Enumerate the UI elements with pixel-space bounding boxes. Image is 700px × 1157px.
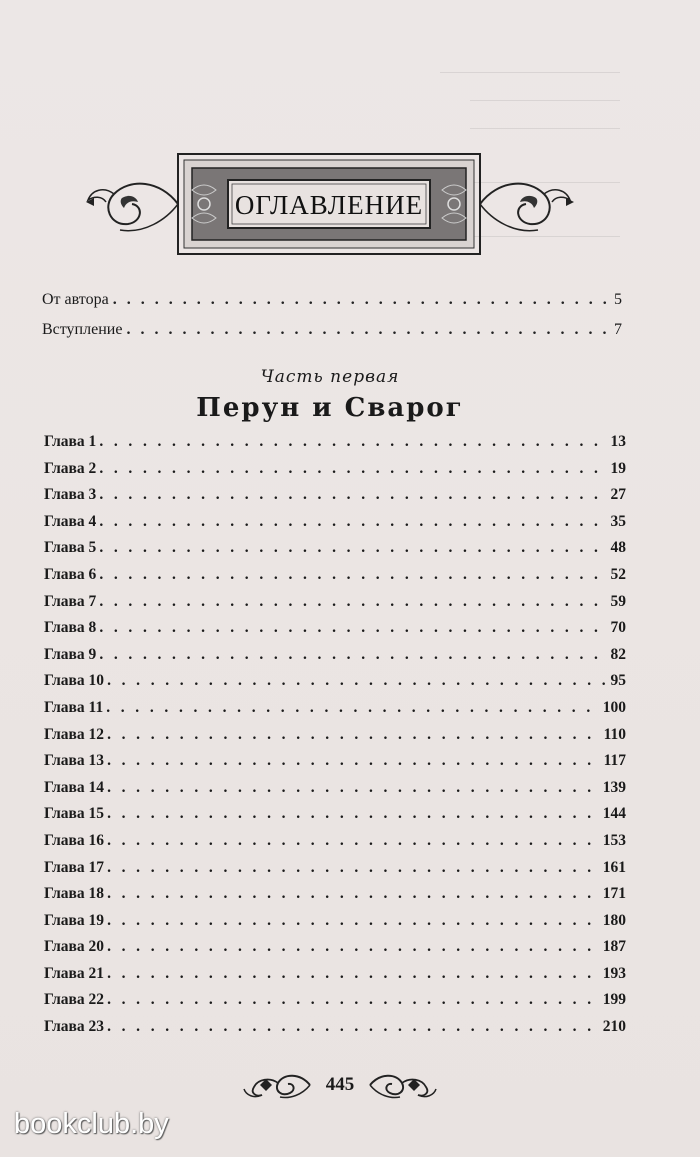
entry-label: От автора bbox=[42, 291, 109, 308]
chapter-label: Глава 18 bbox=[44, 885, 105, 903]
chapter-label: Глава 23 bbox=[44, 1018, 105, 1036]
chapter-label: Глава 20 bbox=[44, 938, 105, 956]
chapter-label: Глава 4 bbox=[44, 512, 97, 530]
chapter-label: Глава 10 bbox=[44, 672, 105, 690]
chapter-page-number: 70 bbox=[610, 619, 626, 637]
chapter-label: Глава 14 bbox=[44, 778, 105, 796]
chapter-page-number: 117 bbox=[603, 752, 626, 770]
dot-leader bbox=[99, 433, 607, 451]
dot-leader bbox=[107, 805, 600, 823]
dot-leader bbox=[107, 672, 607, 690]
chapter-label: Глава 13 bbox=[44, 752, 105, 770]
chapter-entry[interactable] bbox=[44, 832, 626, 859]
dot-leader bbox=[99, 539, 607, 557]
chapter-page-number: 52 bbox=[610, 565, 626, 583]
chapter-entry[interactable] bbox=[44, 672, 626, 699]
chapter-entry[interactable] bbox=[44, 938, 626, 965]
chapter-entry[interactable] bbox=[44, 912, 626, 939]
dot-leader bbox=[126, 320, 610, 340]
chapter-entry[interactable] bbox=[44, 460, 626, 487]
chapter-page-number: 187 bbox=[602, 938, 626, 956]
dot-leader bbox=[107, 912, 600, 930]
chapter-page-number: 180 bbox=[602, 911, 626, 929]
chapter-entry[interactable] bbox=[44, 539, 626, 566]
chapter-entry[interactable] bbox=[44, 646, 626, 673]
watermark-logo: bookclub.by bbox=[14, 1108, 169, 1140]
dot-leader bbox=[99, 513, 607, 531]
dot-leader bbox=[99, 486, 607, 504]
chapter-label: Глава 15 bbox=[44, 805, 105, 823]
dot-leader bbox=[107, 779, 600, 797]
chapter-label: Глава 9 bbox=[44, 645, 97, 663]
toc-entry-introduction[interactable] bbox=[42, 320, 622, 340]
chapter-page-number: 59 bbox=[610, 592, 626, 610]
chapter-entry[interactable] bbox=[44, 699, 626, 726]
chapter-label: Глава 16 bbox=[44, 831, 105, 849]
entry-page-number: 5 bbox=[614, 291, 622, 308]
chapter-page-number: 48 bbox=[610, 539, 626, 557]
entry-page-number: 7 bbox=[614, 321, 622, 338]
chapter-entry[interactable] bbox=[44, 433, 626, 460]
chapter-entry[interactable] bbox=[44, 885, 626, 912]
chapter-page-number: 199 bbox=[602, 991, 626, 1009]
part-subtitle: Часть первая bbox=[260, 367, 400, 387]
toc-entry-author-note[interactable] bbox=[42, 290, 622, 310]
chapter-page-number: 100 bbox=[602, 698, 626, 716]
chapter-page-number: 13 bbox=[610, 433, 626, 450]
chapter-label: Глава 21 bbox=[44, 964, 105, 982]
toc-title: ОГЛАВЛЕНИЕ bbox=[234, 189, 424, 220]
dot-leader bbox=[106, 699, 600, 717]
chapter-entry[interactable] bbox=[44, 1018, 626, 1045]
chapter-label: Глава 19 bbox=[44, 911, 105, 929]
chapter-label: Глава 17 bbox=[44, 858, 105, 876]
dot-leader bbox=[107, 752, 601, 770]
chapter-page-number: 35 bbox=[610, 512, 626, 530]
chapter-entry[interactable] bbox=[44, 619, 626, 646]
chapter-label: Глава 8 bbox=[44, 619, 97, 637]
chapter-page-number: 139 bbox=[602, 778, 626, 796]
chapter-label: Глава 6 bbox=[44, 565, 97, 583]
chapter-label: Глава 7 bbox=[44, 592, 97, 610]
chapter-entry[interactable] bbox=[44, 593, 626, 620]
chapter-page-number: 82 bbox=[610, 645, 626, 663]
dot-leader bbox=[107, 832, 600, 850]
chapter-page-number: 95 bbox=[610, 672, 626, 690]
chapter-page-number: 27 bbox=[610, 486, 626, 504]
chapter-entry[interactable] bbox=[44, 805, 626, 832]
chapter-page-number: 161 bbox=[602, 858, 626, 876]
chapter-entry[interactable] bbox=[44, 566, 626, 593]
chapter-label: Глава 5 bbox=[44, 539, 97, 557]
chapter-label: Глава 3 bbox=[44, 486, 97, 504]
dot-leader bbox=[99, 460, 607, 478]
dot-leader bbox=[99, 619, 607, 637]
chapter-page-number: 19 bbox=[610, 459, 626, 477]
chapter-list bbox=[44, 433, 626, 1045]
dot-leader bbox=[107, 859, 600, 877]
chapter-entry[interactable] bbox=[44, 965, 626, 992]
chapter-page-number: 193 bbox=[602, 964, 626, 982]
dot-leader bbox=[99, 566, 607, 584]
chapter-label: Глава 2 bbox=[44, 459, 97, 477]
chapter-label: Глава 11 bbox=[44, 698, 104, 716]
chapter-entry[interactable] bbox=[44, 752, 626, 779]
dot-leader bbox=[107, 965, 600, 983]
chapter-entry[interactable] bbox=[44, 991, 626, 1018]
dot-leader bbox=[107, 938, 600, 956]
chapter-entry[interactable] bbox=[44, 513, 626, 540]
chapter-entry[interactable] bbox=[44, 779, 626, 806]
chapter-page-number: 144 bbox=[602, 805, 626, 823]
entry-label: Вступление bbox=[42, 321, 123, 338]
dot-leader bbox=[99, 593, 607, 611]
chapter-page-number: 153 bbox=[602, 831, 626, 849]
chapter-label: Глава 22 bbox=[44, 991, 105, 1009]
chapter-entry[interactable] bbox=[44, 726, 626, 753]
dot-leader bbox=[107, 885, 600, 903]
chapter-page-number: 171 bbox=[602, 885, 626, 903]
dot-leader bbox=[107, 991, 600, 1009]
chapter-label: Глава 12 bbox=[44, 725, 105, 743]
dot-leader bbox=[107, 726, 601, 744]
chapter-entry[interactable] bbox=[44, 486, 626, 513]
page-number: 445 bbox=[325, 1074, 355, 1095]
chapter-entry[interactable] bbox=[44, 859, 626, 886]
page-footer bbox=[240, 1065, 440, 1105]
part-title: Перун и Сварог bbox=[196, 393, 464, 423]
dot-leader bbox=[113, 290, 610, 310]
chapter-label: Глава 1 bbox=[44, 433, 97, 450]
chapter-page-number: 110 bbox=[603, 725, 626, 743]
chapter-page-number: 210 bbox=[602, 1018, 626, 1036]
dot-leader bbox=[99, 646, 607, 664]
dot-leader bbox=[107, 1018, 600, 1036]
